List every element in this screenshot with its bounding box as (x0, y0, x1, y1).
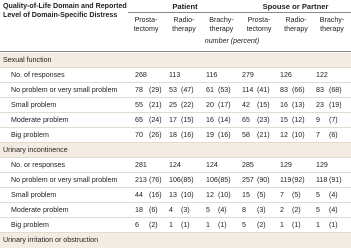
cell-percent: (24) (149, 116, 162, 124)
cell-percent: (4) (329, 191, 338, 199)
cell-count: 42 (242, 101, 250, 109)
column-header-line: tectomy (246, 24, 272, 33)
cell-count: 5 (316, 206, 320, 214)
column-header-line: therapy (172, 24, 196, 33)
cell-count: 268 (135, 71, 147, 79)
cell-count: 257 (242, 176, 254, 184)
column-header-line: Radio- (285, 16, 307, 24)
cell-count: 7 (316, 131, 320, 139)
cell-count: 70 (135, 131, 143, 139)
cell-count: 5 (316, 191, 320, 199)
table-row (0, 113, 351, 128)
cell-count: 78 (135, 86, 143, 94)
cell-percent: (10) (218, 191, 231, 199)
cell-count: 113 (169, 71, 181, 79)
cell-count: 7 (280, 191, 284, 199)
cell-count: 4 (169, 206, 173, 214)
cell-count: 12 (206, 191, 214, 199)
cell-percent: (6) (149, 206, 158, 214)
cell-percent: (12) (292, 116, 305, 124)
cell-percent: (15) (257, 101, 270, 109)
cell-count: 106 (206, 176, 218, 184)
cell-percent: (5) (257, 191, 266, 199)
cell-count: 13 (169, 191, 177, 199)
section-label: Sexual function (3, 56, 52, 64)
cell-count: 65 (242, 116, 250, 124)
cell-count: 12 (280, 131, 288, 139)
cell-count: 25 (169, 101, 177, 109)
row-label: Small problem (11, 191, 57, 199)
cell-count: 17 (169, 116, 177, 124)
cell-percent: (85) (218, 176, 231, 184)
cell-percent: (1) (329, 221, 338, 229)
cell-count: 124 (169, 161, 181, 169)
cell-count: 1 (280, 221, 284, 229)
column-header (313, 16, 351, 33)
cell-percent: (91) (329, 176, 342, 184)
table-row (0, 188, 351, 203)
table-title-line: Level of Domain-Specific Distress (3, 11, 118, 19)
cell-count: 126 (280, 71, 292, 79)
row-label: No problem or very small problem (11, 176, 118, 184)
cell-count: 285 (242, 161, 254, 169)
cell-count: 124 (206, 161, 218, 169)
cell-percent: (22) (181, 101, 194, 109)
cell-percent: (14) (218, 116, 231, 124)
table-row (0, 203, 351, 218)
cell-count: 20 (206, 101, 214, 109)
cell-count: 1 (316, 221, 320, 229)
cell-percent: (3) (257, 206, 266, 214)
table-row (0, 218, 351, 233)
cell-count: 23 (316, 101, 324, 109)
group-header-patient: Patient (172, 2, 198, 11)
cell-percent: (66) (292, 86, 305, 94)
cell-percent: (26) (149, 131, 162, 139)
table-row (0, 83, 351, 98)
cell-count: 61 (206, 86, 214, 94)
group-rule-spouse (240, 12, 351, 13)
cell-percent: (68) (329, 86, 342, 94)
table-row (0, 128, 351, 143)
section-row (0, 143, 351, 158)
cell-percent: (17) (218, 101, 231, 109)
cell-percent: (2) (292, 206, 301, 214)
cell-percent: (19) (329, 101, 342, 109)
table-row (0, 173, 351, 188)
cell-count: 114 (242, 86, 254, 94)
table-title (3, 2, 128, 20)
column-header (240, 16, 278, 33)
cell-count: 65 (135, 116, 143, 124)
column-header-line: Brachy- (209, 16, 234, 24)
cell-percent: (6) (329, 131, 338, 139)
units-caption: number (percent) (204, 37, 260, 45)
table-row (0, 68, 351, 83)
cell-percent: (90) (257, 176, 270, 184)
cell-count: 279 (242, 71, 254, 79)
cell-count: 2 (280, 206, 284, 214)
cell-percent: (21) (257, 131, 270, 139)
column-header (202, 16, 241, 33)
column-header-line: Brachy- (319, 16, 345, 24)
cell-percent: (1) (218, 221, 227, 229)
cell-percent: (3) (181, 206, 190, 214)
cell-count: 16 (280, 101, 288, 109)
cell-percent: (7) (329, 116, 338, 124)
cell-count: 53 (169, 86, 177, 94)
row-label: Big problem (11, 221, 49, 229)
cell-percent: (5) (292, 191, 301, 199)
group-rule-patient (128, 12, 242, 13)
table-title-line: Quality-of-Life Domain and Reported (3, 2, 127, 10)
cell-count: 129 (280, 161, 292, 169)
cell-count: 116 (206, 71, 218, 79)
cell-count: 15 (242, 191, 250, 199)
cell-percent: (47) (181, 86, 194, 94)
column-header-line: therapy (284, 24, 308, 33)
cell-count: 122 (316, 71, 328, 79)
cell-count: 8 (242, 206, 246, 214)
cell-percent: (21) (149, 101, 162, 109)
section-row (0, 53, 351, 68)
column-header (127, 16, 165, 33)
cell-count: 281 (135, 161, 147, 169)
cell-percent: (16) (218, 131, 231, 139)
column-header-line: Prosta- (134, 16, 158, 24)
group-header-spouse: Spouse or Partner (262, 2, 329, 11)
cell-count: 1 (206, 221, 210, 229)
cell-count: 18 (135, 206, 143, 214)
cell-percent: (76) (149, 176, 162, 184)
column-header-line: Prosta- (247, 16, 271, 24)
cell-percent: (2) (257, 221, 266, 229)
cell-count: 5 (242, 221, 246, 229)
cell-percent: (1) (292, 221, 301, 229)
section-label: Urinary irritation or obstruction (3, 236, 99, 244)
column-header-line: tectomy (133, 24, 159, 33)
cell-count: 106 (169, 176, 181, 184)
cell-count: 18 (169, 131, 177, 139)
row-label: Moderate problem (11, 206, 69, 214)
cell-count: 83 (316, 86, 324, 94)
row-label: No. or responses (11, 161, 66, 169)
cell-percent: (16) (181, 131, 194, 139)
column-header-line: Radio- (173, 16, 195, 24)
cell-count: 9 (316, 116, 320, 124)
column-header (166, 16, 202, 33)
row-label: Small problem (11, 101, 57, 109)
column-header-line: therapy (320, 24, 344, 33)
cell-count: 19 (206, 131, 214, 139)
table-row (0, 158, 351, 173)
cell-percent: (13) (292, 101, 305, 109)
cell-count: 15 (280, 116, 288, 124)
cell-count: 119 (280, 176, 292, 184)
cell-count: 1 (169, 221, 173, 229)
cell-count: 5 (206, 206, 210, 214)
cell-percent: (1) (181, 221, 190, 229)
row-label: No. of responses (11, 71, 65, 79)
cell-count: 118 (316, 176, 328, 184)
cell-percent: (4) (329, 206, 338, 214)
cell-percent: (16) (149, 191, 162, 199)
cell-count: 83 (280, 86, 288, 94)
cell-percent: (2) (149, 221, 158, 229)
cell-count: 213 (135, 176, 147, 184)
cell-count: 6 (135, 221, 139, 229)
cell-percent: (10) (181, 191, 194, 199)
cell-count: 129 (316, 161, 328, 169)
cell-percent: (4) (218, 206, 227, 214)
row-label: Moderate problem (11, 116, 69, 124)
cell-count: 58 (242, 131, 250, 139)
cell-count: 16 (206, 116, 214, 124)
cell-count: 55 (135, 101, 143, 109)
cell-percent: (23) (257, 116, 270, 124)
column-header (278, 16, 314, 33)
column-header-line: therapy (209, 24, 234, 33)
cell-percent: (15) (181, 116, 194, 124)
section-label: Urinary incontinence (3, 146, 68, 154)
cell-count: 44 (135, 191, 143, 199)
cell-percent: (92) (292, 176, 305, 184)
cell-percent: (85) (181, 176, 194, 184)
cell-percent: (10) (292, 131, 305, 139)
header-rule (0, 51, 351, 52)
table-row (0, 98, 351, 113)
row-label: No problem or very small problem (11, 86, 118, 94)
cell-percent: (41) (257, 86, 270, 94)
row-label: Big problem (11, 131, 49, 139)
section-row (0, 233, 351, 248)
table-header (0, 0, 351, 57)
cell-percent: (53) (218, 86, 231, 94)
cell-percent: (29) (149, 86, 162, 94)
